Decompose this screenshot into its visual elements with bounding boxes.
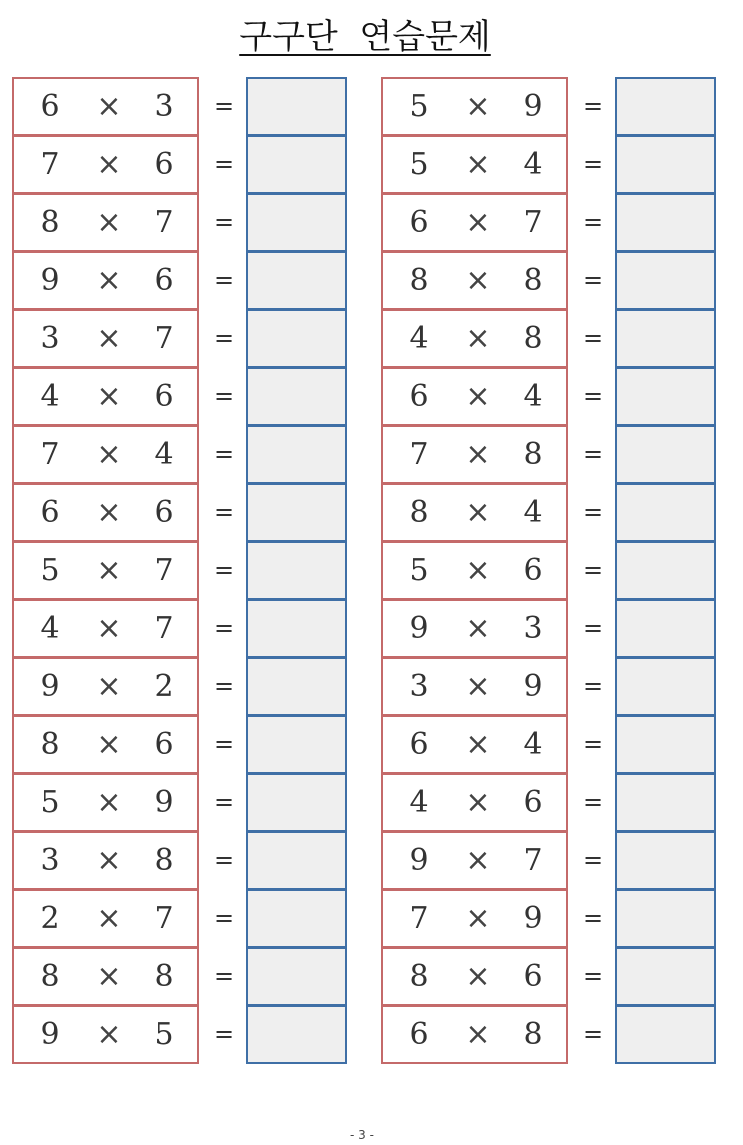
- equals-sign: =: [582, 904, 604, 932]
- times-sign: ×: [465, 147, 491, 182]
- first-factor: 9: [40, 1017, 60, 1052]
- answer-box[interactable]: [246, 251, 347, 310]
- problem-box: [12, 541, 199, 600]
- problem-box: [381, 889, 568, 948]
- first-factor: 6: [40, 495, 60, 530]
- times-sign: ×: [465, 205, 491, 240]
- answer-box[interactable]: [615, 135, 716, 194]
- first-factor: 4: [40, 611, 60, 646]
- problem-box: [12, 947, 199, 1006]
- times-sign: ×: [96, 495, 122, 530]
- second-factor: 9: [154, 785, 174, 820]
- problem-box: [381, 947, 568, 1006]
- equals-sign: =: [213, 266, 235, 294]
- second-factor: 7: [523, 205, 543, 240]
- times-sign: ×: [465, 263, 491, 298]
- second-factor: 7: [154, 205, 174, 240]
- answer-box[interactable]: [246, 367, 347, 426]
- answer-box[interactable]: [615, 715, 716, 774]
- times-sign: ×: [465, 437, 491, 472]
- answer-box[interactable]: [246, 599, 347, 658]
- answer-box[interactable]: [615, 773, 716, 832]
- second-factor: 7: [154, 321, 174, 356]
- equals-sign: =: [213, 614, 235, 642]
- second-factor: 6: [154, 727, 174, 762]
- answer-box[interactable]: [246, 1005, 347, 1064]
- times-sign: ×: [465, 89, 491, 124]
- first-factor: 7: [40, 147, 60, 182]
- problem-row: [12, 889, 347, 947]
- problem-box: [12, 135, 199, 194]
- second-factor: 7: [154, 901, 174, 936]
- equals-sign: =: [213, 846, 235, 874]
- problem-row: [12, 773, 347, 831]
- equals-sign: =: [582, 846, 604, 874]
- second-factor: 6: [523, 553, 543, 588]
- times-sign: ×: [96, 263, 122, 298]
- problem-box: [381, 425, 568, 484]
- problem-box: [381, 715, 568, 774]
- second-factor: 8: [523, 263, 543, 298]
- first-factor: 6: [40, 89, 60, 124]
- equals-sign: =: [213, 208, 235, 236]
- problem-row: [12, 657, 347, 715]
- problem-box: [12, 251, 199, 310]
- answer-box[interactable]: [615, 193, 716, 252]
- second-factor: 6: [154, 147, 174, 182]
- answer-box[interactable]: [615, 831, 716, 890]
- answer-box[interactable]: [246, 773, 347, 832]
- times-sign: ×: [96, 321, 122, 356]
- answer-box[interactable]: [246, 425, 347, 484]
- equals-sign: =: [213, 150, 235, 178]
- answer-box[interactable]: [615, 251, 716, 310]
- equals-sign: =: [582, 672, 604, 700]
- first-factor: 5: [40, 553, 60, 588]
- second-factor: 4: [523, 147, 543, 182]
- first-factor: 8: [409, 263, 429, 298]
- problem-row: [12, 367, 347, 425]
- problem-row: [12, 541, 347, 599]
- answer-box[interactable]: [246, 77, 347, 136]
- answer-box[interactable]: [615, 889, 716, 948]
- problem-box: [12, 367, 199, 426]
- second-factor: 4: [523, 379, 543, 414]
- problem-box: [12, 773, 199, 832]
- first-factor: 6: [409, 1017, 429, 1052]
- first-factor: 8: [40, 959, 60, 994]
- second-factor: 6: [523, 959, 543, 994]
- problem-row: [381, 193, 716, 251]
- equals-sign: =: [213, 1020, 235, 1048]
- times-sign: ×: [96, 785, 122, 820]
- answer-box[interactable]: [615, 947, 716, 1006]
- problem-box: [12, 77, 199, 136]
- equals-sign: =: [582, 730, 604, 758]
- answer-box[interactable]: [246, 135, 347, 194]
- equals-sign: =: [213, 672, 235, 700]
- second-factor: 9: [523, 89, 543, 124]
- equals-sign: =: [213, 788, 235, 816]
- equals-sign: =: [582, 962, 604, 990]
- first-factor: 9: [40, 263, 60, 298]
- equals-sign: =: [582, 208, 604, 236]
- problem-box: [381, 1005, 568, 1064]
- problem-row: [12, 599, 347, 657]
- problem-row: [381, 425, 716, 483]
- problem-box: [381, 599, 568, 658]
- problem-box: [381, 657, 568, 716]
- first-factor: 8: [409, 495, 429, 530]
- times-sign: ×: [96, 727, 122, 762]
- times-sign: ×: [96, 553, 122, 588]
- problem-row: [381, 541, 716, 599]
- answer-box[interactable]: [615, 541, 716, 600]
- first-factor: 4: [409, 785, 429, 820]
- first-factor: 3: [40, 843, 60, 878]
- answer-box[interactable]: [246, 541, 347, 600]
- times-sign: ×: [96, 147, 122, 182]
- equals-sign: =: [213, 382, 235, 410]
- equals-sign: =: [582, 382, 604, 410]
- second-factor: 7: [523, 843, 543, 878]
- answer-box[interactable]: [615, 309, 716, 368]
- first-factor: 2: [40, 901, 60, 936]
- problem-row: [381, 599, 716, 657]
- answer-box[interactable]: [615, 657, 716, 716]
- first-factor: 7: [40, 437, 60, 472]
- answer-box[interactable]: [246, 947, 347, 1006]
- problem-box: [12, 889, 199, 948]
- times-sign: ×: [465, 321, 491, 356]
- problem-row: [381, 889, 716, 947]
- problem-box: [381, 367, 568, 426]
- problem-row: [12, 251, 347, 309]
- left-problem-column: [12, 77, 347, 1063]
- problem-row: [12, 831, 347, 889]
- problem-row: [381, 715, 716, 773]
- second-factor: 8: [154, 843, 174, 878]
- second-factor: 2: [154, 669, 174, 704]
- problem-row: [381, 367, 716, 425]
- answer-box[interactable]: [246, 193, 347, 252]
- times-sign: ×: [465, 1017, 491, 1052]
- answer-box[interactable]: [615, 77, 716, 136]
- problem-box: [12, 483, 199, 542]
- second-factor: 6: [154, 495, 174, 530]
- second-factor: 4: [154, 437, 174, 472]
- answer-box[interactable]: [246, 657, 347, 716]
- answer-box[interactable]: [615, 425, 716, 484]
- times-sign: ×: [465, 959, 491, 994]
- times-sign: ×: [96, 901, 122, 936]
- problem-box: [381, 831, 568, 890]
- first-factor: 3: [409, 669, 429, 704]
- problem-box: [381, 251, 568, 310]
- equals-sign: =: [213, 92, 235, 120]
- second-factor: 6: [154, 263, 174, 298]
- times-sign: ×: [96, 437, 122, 472]
- times-sign: ×: [465, 553, 491, 588]
- first-factor: 8: [409, 959, 429, 994]
- problem-row: [381, 77, 716, 135]
- problem-row: [12, 483, 347, 541]
- answer-box[interactable]: [615, 367, 716, 426]
- answer-box[interactable]: [615, 599, 716, 658]
- first-factor: 9: [409, 611, 429, 646]
- times-sign: ×: [465, 611, 491, 646]
- times-sign: ×: [96, 89, 122, 124]
- second-factor: 7: [154, 553, 174, 588]
- times-sign: ×: [465, 785, 491, 820]
- times-sign: ×: [465, 669, 491, 704]
- answer-box[interactable]: [246, 889, 347, 948]
- problem-box: [381, 773, 568, 832]
- second-factor: 3: [523, 611, 543, 646]
- second-factor: 6: [154, 379, 174, 414]
- times-sign: ×: [96, 843, 122, 878]
- problem-row: [381, 773, 716, 831]
- first-factor: 8: [40, 205, 60, 240]
- worksheet-title: [0, 14, 730, 60]
- problem-row: [381, 831, 716, 889]
- times-sign: ×: [96, 205, 122, 240]
- first-factor: 9: [40, 669, 60, 704]
- times-sign: ×: [465, 901, 491, 936]
- second-factor: 5: [154, 1017, 174, 1052]
- problem-row: [381, 251, 716, 309]
- first-factor: 5: [409, 147, 429, 182]
- equals-sign: =: [582, 440, 604, 468]
- first-factor: 5: [409, 553, 429, 588]
- first-factor: 6: [409, 205, 429, 240]
- second-factor: 4: [523, 727, 543, 762]
- problem-box: [12, 193, 199, 252]
- second-factor: 8: [523, 321, 543, 356]
- problem-box: [12, 1005, 199, 1064]
- equals-sign: =: [582, 788, 604, 816]
- first-factor: 4: [40, 379, 60, 414]
- problem-row: [381, 1005, 716, 1063]
- equals-sign: =: [582, 614, 604, 642]
- second-factor: 9: [523, 901, 543, 936]
- second-factor: 6: [523, 785, 543, 820]
- times-sign: ×: [96, 669, 122, 704]
- answer-box[interactable]: [615, 483, 716, 542]
- problem-box: [12, 715, 199, 774]
- second-factor: 4: [523, 495, 543, 530]
- times-sign: ×: [465, 379, 491, 414]
- right-problem-column: [381, 77, 716, 1063]
- equals-sign: =: [213, 498, 235, 526]
- equals-sign: =: [213, 556, 235, 584]
- problem-row: [12, 135, 347, 193]
- problem-box: [12, 425, 199, 484]
- problem-row: [381, 309, 716, 367]
- problem-row: [12, 1005, 347, 1063]
- first-factor: 9: [409, 843, 429, 878]
- problem-row: [381, 947, 716, 1005]
- second-factor: 8: [523, 437, 543, 472]
- first-factor: 4: [409, 321, 429, 356]
- times-sign: ×: [465, 727, 491, 762]
- title-text: 구구단 연습문제: [239, 17, 491, 57]
- first-factor: 7: [409, 901, 429, 936]
- equals-sign: =: [582, 1020, 604, 1048]
- times-sign: ×: [96, 959, 122, 994]
- equals-sign: =: [582, 556, 604, 584]
- answer-box[interactable]: [615, 1005, 716, 1064]
- equals-sign: =: [213, 904, 235, 932]
- problem-row: [12, 77, 347, 135]
- problem-box: [12, 309, 199, 368]
- first-factor: 5: [409, 89, 429, 124]
- problem-row: [381, 657, 716, 715]
- second-factor: 8: [154, 959, 174, 994]
- equals-sign: =: [582, 266, 604, 294]
- equals-sign: =: [213, 324, 235, 352]
- equals-sign: =: [582, 324, 604, 352]
- equals-sign: =: [582, 150, 604, 178]
- problem-box: [12, 599, 199, 658]
- times-sign: ×: [96, 1017, 122, 1052]
- first-factor: 3: [40, 321, 60, 356]
- problem-box: [381, 309, 568, 368]
- first-factor: 5: [40, 785, 60, 820]
- equals-sign: =: [582, 498, 604, 526]
- problem-box: [381, 135, 568, 194]
- problem-box: [381, 77, 568, 136]
- equals-sign: =: [582, 92, 604, 120]
- first-factor: 6: [409, 727, 429, 762]
- times-sign: ×: [465, 495, 491, 530]
- times-sign: ×: [96, 611, 122, 646]
- second-factor: 9: [523, 669, 543, 704]
- equals-sign: =: [213, 440, 235, 468]
- second-factor: 8: [523, 1017, 543, 1052]
- times-sign: ×: [465, 843, 491, 878]
- problem-box: [381, 193, 568, 252]
- answer-box[interactable]: [246, 715, 347, 774]
- problem-box: [12, 831, 199, 890]
- problem-box: [381, 483, 568, 542]
- problem-row: [12, 425, 347, 483]
- problem-row: [12, 947, 347, 1005]
- second-factor: 7: [154, 611, 174, 646]
- problem-row: [12, 715, 347, 773]
- first-factor: 8: [40, 727, 60, 762]
- first-factor: 7: [409, 437, 429, 472]
- equals-sign: =: [213, 730, 235, 758]
- problem-row: [381, 483, 716, 541]
- second-factor: 3: [154, 89, 174, 124]
- first-factor: 6: [409, 379, 429, 414]
- answer-box[interactable]: [246, 483, 347, 542]
- problem-box: [381, 541, 568, 600]
- problem-row: [12, 193, 347, 251]
- answer-box[interactable]: [246, 831, 347, 890]
- equals-sign: =: [213, 962, 235, 990]
- answer-box[interactable]: [246, 309, 347, 368]
- times-sign: ×: [96, 379, 122, 414]
- problem-box: [12, 657, 199, 716]
- page-number: - 3 -: [350, 1128, 374, 1142]
- problem-row: [381, 135, 716, 193]
- problem-row: [12, 309, 347, 367]
